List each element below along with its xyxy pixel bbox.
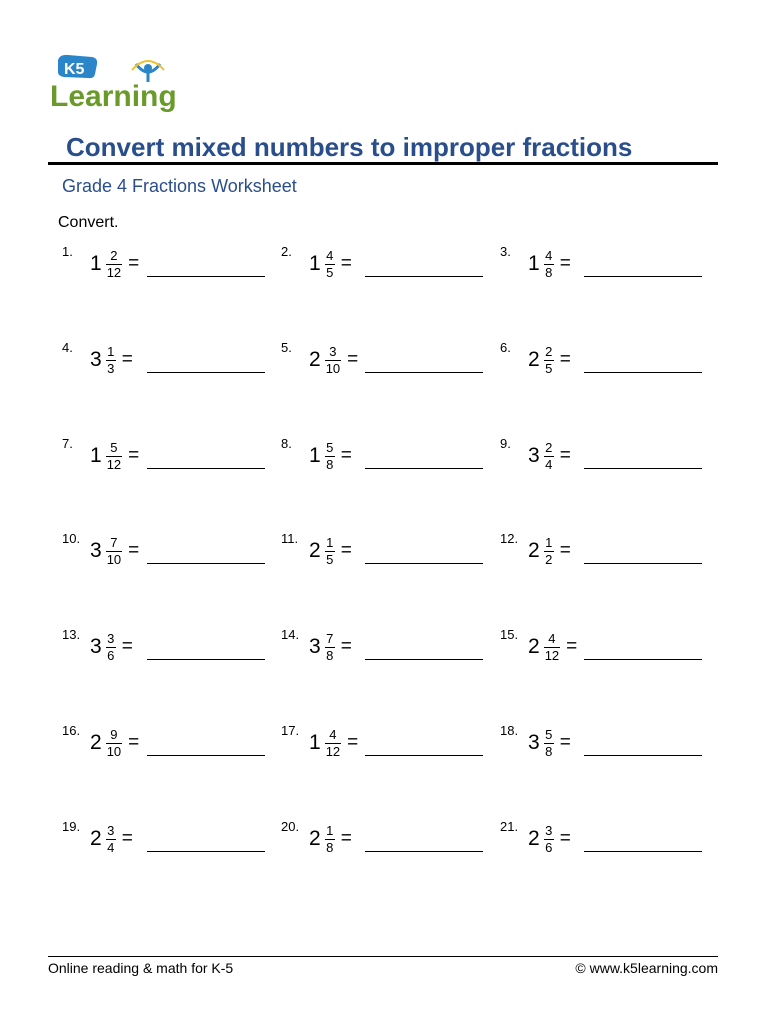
problem-number: 3. (500, 244, 511, 259)
numerator: 4 (329, 726, 337, 742)
denominator: 6 (545, 839, 553, 855)
numerator: 5 (545, 726, 553, 742)
mixed-number-expression (528, 627, 577, 667)
numerator: 4 (326, 247, 334, 263)
page-title: Convert mixed numbers to improper fractions (66, 132, 633, 162)
mixed-number-expression (528, 723, 571, 763)
denominator: 5 (326, 264, 334, 280)
answer-line[interactable] (584, 276, 702, 277)
whole-number: 2 (528, 348, 540, 371)
equals-sign: = (340, 540, 352, 561)
whole-number: 3 (90, 539, 102, 562)
equals-sign: = (559, 445, 571, 466)
problem-number: 11. (281, 531, 299, 546)
denominator: 12 (106, 456, 122, 472)
denominator: 8 (326, 456, 334, 472)
problem-number: 13. (62, 627, 81, 642)
fraction (544, 441, 554, 472)
problem-number: 21. (500, 819, 519, 834)
footer-tagline: Online reading & math for K-5 (48, 960, 234, 976)
equals-sign: = (121, 828, 133, 849)
numerator: 7 (110, 534, 118, 550)
equals-sign: = (347, 732, 359, 753)
whole-number: 2 (90, 731, 102, 754)
fraction (544, 249, 554, 280)
problem-number: 20. (281, 819, 300, 834)
equals-sign: = (559, 540, 571, 561)
denominator: 4 (545, 456, 553, 472)
worksheet-subtitle: Grade 4 Fractions Worksheet (62, 176, 297, 196)
numerator: 5 (326, 439, 334, 455)
numerator: 5 (110, 439, 118, 455)
svg-text:Learning: Learning (50, 80, 177, 113)
equals-sign: = (128, 253, 140, 274)
denominator: 8 (545, 264, 553, 280)
problem-number: 7. (62, 436, 73, 451)
fraction (544, 824, 554, 855)
problem-number: 1. (62, 244, 73, 259)
problem-number: 18. (500, 723, 519, 738)
footer-divider (48, 956, 718, 957)
denominator: 8 (326, 647, 334, 663)
equals-sign: = (559, 732, 571, 753)
denominator: 12 (106, 264, 122, 280)
denominator: 2 (545, 551, 553, 567)
problem-number: 17. (281, 723, 300, 738)
denominator: 10 (106, 551, 122, 567)
answer-line[interactable] (584, 755, 702, 756)
equals-sign: = (347, 349, 359, 370)
equals-sign: = (340, 253, 352, 274)
whole-number: 2 (528, 827, 540, 850)
denominator: 12 (325, 743, 341, 759)
problem-number: 9. (500, 436, 511, 451)
equals-sign: = (340, 445, 352, 466)
whole-number: 2 (309, 348, 321, 371)
whole-number: 2 (309, 539, 321, 562)
denominator: 8 (326, 839, 334, 855)
whole-number: 2 (528, 539, 540, 562)
numerator: 2 (110, 247, 118, 263)
whole-number: 2 (309, 827, 321, 850)
numerator: 1 (326, 822, 334, 838)
whole-number: 1 (90, 252, 102, 275)
mixed-number-expression (528, 244, 571, 284)
whole-number: 2 (528, 635, 540, 658)
equals-sign: = (559, 828, 571, 849)
equals-sign: = (128, 540, 140, 561)
mixed-number-expression (528, 531, 571, 571)
fraction (544, 632, 560, 663)
problem-number: 5. (281, 340, 292, 355)
denominator: 5 (326, 551, 334, 567)
whole-number: 3 (528, 731, 540, 754)
whole-number: 3 (528, 444, 540, 467)
whole-number: 1 (309, 252, 321, 275)
problem-number: 2. (281, 244, 292, 259)
whole-number: 3 (309, 635, 321, 658)
numerator: 3 (107, 630, 115, 646)
footer-website: © www.k5learning.com (575, 960, 718, 976)
problem-item (0, 436, 768, 496)
problem-item (0, 627, 768, 687)
problem-number: 4. (62, 340, 73, 355)
problem-number: 6. (500, 340, 511, 355)
numerator: 2 (545, 439, 553, 455)
mixed-number-expression (528, 436, 571, 476)
problem-item (0, 340, 768, 400)
problem-number: 19. (62, 819, 81, 834)
equals-sign: = (566, 636, 578, 657)
equals-sign: = (559, 349, 571, 370)
numerator: 1 (545, 534, 553, 550)
equals-sign: = (340, 828, 352, 849)
problem-number: 14. (281, 627, 300, 642)
problem-item (0, 819, 768, 879)
fraction (544, 345, 554, 376)
answer-line[interactable] (584, 851, 702, 852)
denominator: 5 (545, 360, 553, 376)
problem-number: 8. (281, 436, 292, 451)
equals-sign: = (340, 636, 352, 657)
instruction-text: Convert. (58, 214, 119, 231)
equals-sign: = (128, 732, 140, 753)
denominator: 10 (106, 743, 122, 759)
denominator: 3 (107, 360, 115, 376)
whole-number: 1 (90, 444, 102, 467)
numerator: 9 (110, 726, 118, 742)
mixed-number-expression (528, 819, 571, 859)
numerator: 3 (107, 822, 115, 838)
problem-item (0, 531, 768, 591)
svg-text:K5: K5 (64, 61, 85, 78)
whole-number: 3 (90, 348, 102, 371)
answer-line[interactable] (584, 659, 702, 660)
numerator: 3 (329, 343, 337, 359)
numerator: 3 (545, 822, 553, 838)
fraction (544, 536, 554, 567)
fraction (544, 728, 554, 759)
equals-sign: = (121, 349, 133, 370)
equals-sign: = (559, 253, 571, 274)
denominator: 4 (107, 839, 115, 855)
answer-line[interactable] (584, 468, 702, 469)
whole-number: 3 (90, 635, 102, 658)
mixed-number-expression (528, 340, 571, 380)
answer-line[interactable] (584, 563, 702, 564)
denominator: 12 (544, 647, 560, 663)
whole-number: 1 (309, 444, 321, 467)
problem-number: 16. (62, 723, 81, 738)
problem-item (0, 723, 768, 783)
problem-number: 12. (500, 531, 519, 546)
denominator: 10 (325, 360, 341, 376)
numerator: 1 (326, 534, 334, 550)
numerator: 4 (545, 247, 553, 263)
problem-number: 10. (62, 531, 81, 546)
whole-number: 1 (528, 252, 540, 275)
denominator: 6 (107, 647, 115, 663)
equals-sign: = (128, 445, 140, 466)
answer-line[interactable] (584, 372, 702, 373)
denominator: 8 (545, 743, 553, 759)
equals-sign: = (121, 636, 133, 657)
problem-number: 15. (500, 627, 519, 642)
numerator: 7 (326, 630, 334, 646)
numerator: 2 (545, 343, 553, 359)
numerator: 4 (548, 630, 556, 646)
whole-number: 1 (309, 731, 321, 754)
whole-number: 2 (90, 827, 102, 850)
problem-item (0, 244, 768, 304)
numerator: 1 (107, 343, 115, 359)
